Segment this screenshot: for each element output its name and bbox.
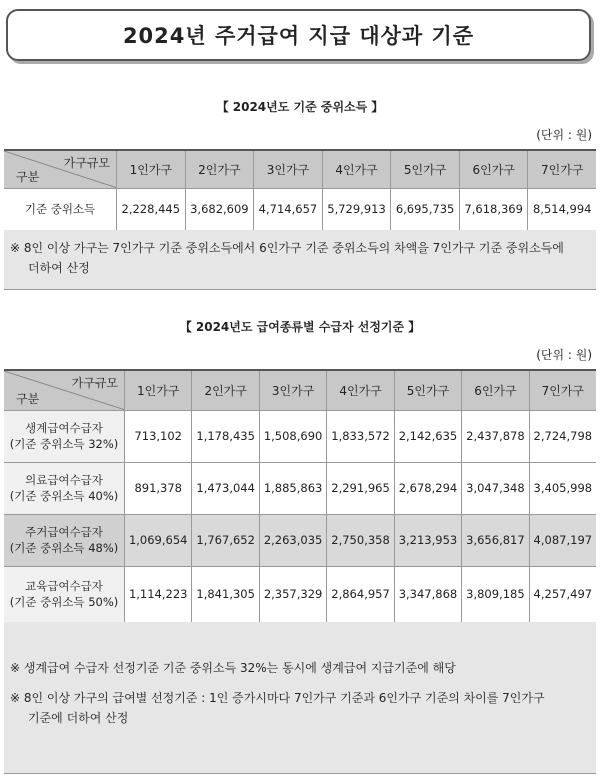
col-header: 5인가구 — [394, 370, 461, 410]
table-cell: 7,618,369 — [459, 188, 528, 230]
table-cell: 1,473,044 — [192, 462, 259, 514]
row-label — [4, 410, 125, 462]
row-label — [4, 566, 125, 622]
median-income-table — [4, 149, 596, 231]
table-cell: 2,864,957 — [327, 566, 394, 622]
table-cell: 8,514,994 — [528, 188, 596, 230]
section2-note — [4, 622, 596, 774]
table-row — [4, 188, 596, 230]
table-cell: 4,257,497 — [529, 566, 596, 622]
table-cell: 3,213,953 — [394, 514, 461, 566]
note-line: ※ 8인 이상 가구는 7인가구 기준 중위소득에서 6인가구 기준 중위소득의 차액을 7인가구 기준 중위소득에 — [10, 241, 564, 255]
col-header: 2인가구 — [192, 370, 259, 410]
col-header: 6인가구 — [459, 150, 528, 188]
section1-unit: (단위 : 원) — [536, 128, 592, 142]
col-header: 1인가구 — [117, 150, 186, 188]
table-cell: 3,347,868 — [394, 566, 461, 622]
table-cell: 713,102 — [125, 410, 192, 462]
col-header: 1인가구 — [125, 370, 192, 410]
row-label — [4, 514, 125, 566]
col-header: 3인가구 — [259, 370, 326, 410]
row-label-line1: 주거급여수급자 — [25, 525, 103, 539]
col-header: 6인가구 — [462, 370, 529, 410]
table-cell: 5,729,913 — [322, 188, 391, 230]
note-line: 더하여 산정 — [28, 261, 90, 275]
col-header: 7인가구 — [528, 150, 596, 188]
table-cell: 1,833,572 — [327, 410, 394, 462]
table-cell: 1,114,223 — [125, 566, 192, 622]
header-category: 구분 — [16, 391, 40, 406]
table-cell: 1,508,690 — [259, 410, 326, 462]
table-cell: 6,695,735 — [391, 188, 460, 230]
header-household-size: 가구규모 — [63, 156, 110, 170]
col-header: 7인가구 — [529, 370, 596, 410]
row-label-line2: (기준 중위소득 50%) — [9, 595, 119, 609]
section2-heading: 【 2024년도 급여종류별 수급자 선정기준 】 — [179, 320, 421, 334]
table-cell: 1,841,305 — [192, 566, 259, 622]
table-cell: 891,378 — [125, 462, 192, 514]
row-label: 기준 중위소득 — [4, 188, 117, 230]
header-household-size: 가구규모 — [71, 376, 118, 390]
table-row — [4, 462, 596, 514]
table-row — [4, 410, 596, 462]
table-cell: 1,069,654 — [125, 514, 192, 566]
section1-heading: 【 2024년도 기준 중위소득 】 — [216, 100, 384, 114]
section2-unit: (단위 : 원) — [536, 348, 592, 362]
table-cell: 4,714,657 — [254, 188, 323, 230]
table-cell: 2,291,965 — [327, 462, 394, 514]
col-header: 5인가구 — [391, 150, 460, 188]
table-cell: 1,885,863 — [259, 462, 326, 514]
section1-note — [4, 230, 596, 290]
row-label-line2: (기준 중위소득 32%) — [9, 437, 119, 451]
row-label-line2: (기준 중위소득 48%) — [9, 541, 119, 555]
table-cell: 1,767,652 — [192, 514, 259, 566]
col-header: 4인가구 — [327, 370, 394, 410]
table-cell: 2,678,294 — [394, 462, 461, 514]
row-label-line1: 생계급여수급자 — [25, 421, 103, 435]
table-cell: 4,087,197 — [529, 514, 596, 566]
table-cell: 2,437,878 — [462, 410, 529, 462]
row-label-line2: (기준 중위소득 40%) — [9, 489, 119, 503]
table-cell: 3,656,817 — [462, 514, 529, 566]
col-header: 2인가구 — [185, 150, 254, 188]
note-line: ※ 8인 이상 가구의 급여별 선정기준 : 1인 증가시마다 7인가구 기준과 6인가구 기준의 차이를 7인가구 — [10, 691, 545, 705]
note-line: ※ 생계급여 수급자 선정기준 기준 중위소득 32%는 동시에 생계급여 지급기준에 해당 — [10, 661, 456, 675]
table-cell: 2,750,358 — [327, 514, 394, 566]
col-header: 4인가구 — [322, 150, 391, 188]
table-cell: 2,724,798 — [529, 410, 596, 462]
table-row — [4, 566, 596, 622]
col-header: 3인가구 — [254, 150, 323, 188]
table-cell: 2,142,635 — [394, 410, 461, 462]
table-cell: 3,405,998 — [529, 462, 596, 514]
row-label-line1: 교육급여수급자 — [25, 579, 103, 593]
table-cell: 3,682,609 — [185, 188, 254, 230]
benefit-criteria-table — [4, 369, 596, 623]
table-cell: 2,228,445 — [117, 188, 186, 230]
table-cell: 2,357,329 — [259, 566, 326, 622]
table-cell: 1,178,435 — [192, 410, 259, 462]
page-title: 2024년 주거급여 지급 대상과 기준 — [6, 9, 591, 61]
table-cell: 3,809,185 — [462, 566, 529, 622]
table-cell: 3,047,348 — [462, 462, 529, 514]
header-diagonal-cell — [4, 150, 117, 188]
header-category: 구분 — [16, 169, 40, 184]
note-line: 기준에 더하여 산정 — [28, 711, 129, 725]
row-label-line1: 의료급여수급자 — [25, 473, 103, 487]
header-diagonal-cell — [4, 370, 125, 410]
row-label — [4, 462, 125, 514]
table-row-highlighted — [4, 514, 596, 566]
table-cell: 2,263,035 — [259, 514, 326, 566]
